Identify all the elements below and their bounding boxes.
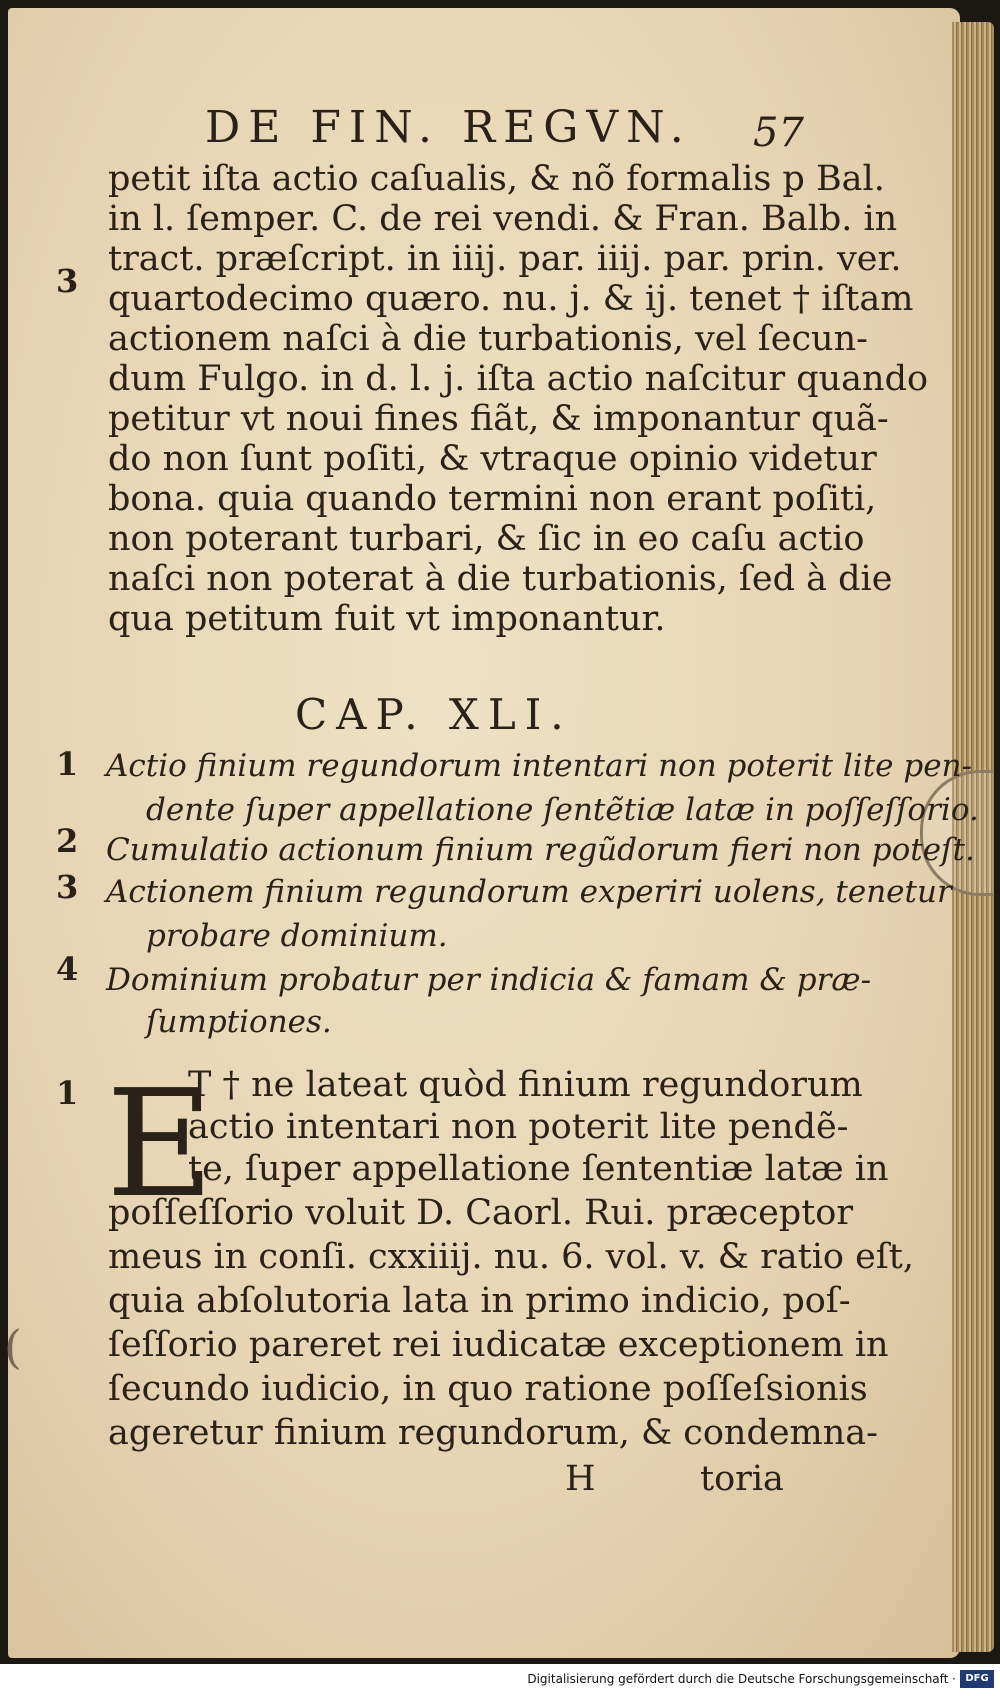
text-line: tract. præſcript. in iiij. par. iiij. par. prin. ver. xyxy=(108,239,902,279)
dfg-logo-icon: DFG xyxy=(960,1670,994,1688)
chapter-heading: CAP. XLI. xyxy=(295,690,573,739)
running-title: DE FIN. REGVN. xyxy=(205,102,692,153)
text-line: do non ſunt poſiti, & vtraque opinio videtur xyxy=(108,439,877,479)
page-number: 57 xyxy=(753,110,804,156)
margin-number: 1 xyxy=(56,1074,79,1112)
text-line: quartodecimo quæro. nu. j. & ij. tenet † iſtam xyxy=(108,279,914,319)
summary-line: Dominium probatur per indicia & famam & præ- xyxy=(106,962,872,998)
text-line: actionem naſci à die turbationis, vel ſecun- xyxy=(108,319,868,359)
summary-line: Actionem finium regundorum experiri uolens, tenetur xyxy=(106,874,952,910)
footer-credit: Digitalisierung gefördert durch die Deutsche Forschungsgemeinschaft · xyxy=(527,1672,956,1686)
text-line: dum Fulgo. in d. l. j. iſta actio naſcitur quando xyxy=(108,359,929,399)
running-header xyxy=(205,102,805,156)
summary-line: probare dominium. xyxy=(146,918,448,954)
text-line: T † ne lateat quòd finium regundorum xyxy=(188,1065,863,1105)
summary-number: 2 xyxy=(56,822,79,860)
catchword: toria xyxy=(700,1459,784,1499)
drop-cap-initial: E xyxy=(106,1058,215,1230)
margin-number: 3 xyxy=(56,262,79,300)
summary-line: Cumulatio actionum finium regũdorum fieri non poteſt. xyxy=(106,832,975,868)
summary-number: 3 xyxy=(56,868,79,906)
text-line: poſſeſſorio voluit D. Caorl. Rui. præceptor xyxy=(108,1193,854,1233)
text-line: in l. ſemper. C. de rei vendi. & Fran. Balb. in xyxy=(108,199,898,239)
text-line: petit iſta actio caſualis, & nõ formalis p Bal. xyxy=(108,159,885,199)
digitization-footer xyxy=(0,1664,1000,1696)
signature-mark: H xyxy=(565,1459,596,1499)
summary-line: Actio finium regundorum intentari non poterit lite pen- xyxy=(106,748,972,784)
text-line: naſci non poterat à die turbationis, ſed à die xyxy=(108,559,893,599)
text-line: ageretur finium regundorum, & condemna- xyxy=(108,1413,878,1453)
text-line: ſeſſorio pareret rei iudicatæ exceptionem in xyxy=(108,1325,889,1365)
text-line: meus in conſi. cxxiiij. nu. 6. vol. v. & ratio eſt, xyxy=(108,1237,914,1277)
text-line: bona. quia quando termini non erant poſiti, xyxy=(108,479,877,519)
text-line: non poterant turbari, & ſic in eo caſu actio xyxy=(108,519,865,559)
text-line: quia abſolutoria lata in primo indicio, poſ- xyxy=(108,1281,851,1321)
text-line: ſecundo iudicio, in quo ratione poſſeſsionis xyxy=(108,1369,868,1409)
text-line: actio intentari non poterit lite pendẽ- xyxy=(188,1107,849,1147)
summary-line: ſumptiones. xyxy=(146,1004,332,1040)
summary-number: 1 xyxy=(56,745,79,783)
summary-number: 4 xyxy=(56,950,79,988)
text-line: petitur vt noui fines fiãt, & imponantur quã- xyxy=(108,399,889,439)
text-line: qua petitum fuit vt imponantur. xyxy=(108,599,666,639)
summary-line: dente ſuper appellatione ſentẽtiæ latæ in poſſeſſorio. xyxy=(146,792,979,828)
text-line: te, ſuper appellatione ſententiæ latæ in xyxy=(188,1149,889,1189)
margin-mark: ( xyxy=(4,1320,22,1374)
